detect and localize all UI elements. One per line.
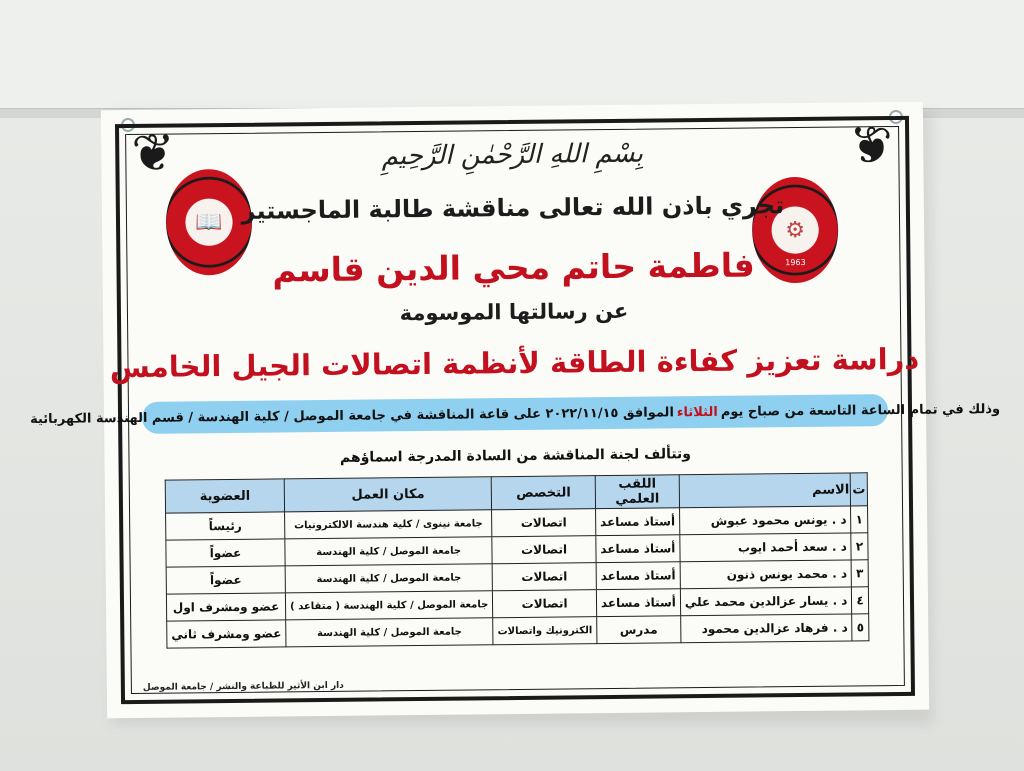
- cell-title: أستاذ مساعد: [596, 562, 680, 590]
- header-no: ت: [851, 473, 868, 506]
- cell-no: ١: [851, 506, 868, 533]
- cell-title: أستاذ مساعد: [595, 508, 679, 536]
- cell-specialty: اتصالات: [492, 536, 596, 564]
- cell-workplace: جامعة الموصل / كلية الهندسة ( متقاعد ): [285, 591, 492, 620]
- schedule-day: الثلاثاء: [676, 404, 718, 420]
- cell-no: ٣: [851, 560, 868, 587]
- schedule-text-end: الموافق ٢٠٢٢/١١/١٥ على قاعة المناقشة في جامعة الموصل / كلية الهندسة / قسم الهندسة الكهربائية: [29, 404, 674, 427]
- cell-title: مدرس: [597, 616, 681, 644]
- cell-specialty: الكترونيك واتصالات: [493, 617, 597, 645]
- student-name: فاطمة حاتم محي الدين قاسم: [272, 245, 755, 290]
- intro-line: تجري باذن الله تعالى مناقشة طالبة الماجستير: [241, 191, 785, 225]
- cell-no: ٥: [852, 614, 869, 641]
- cell-role: عضواً: [166, 566, 285, 594]
- header-specialty: التخصص: [491, 476, 595, 510]
- cell-no: ٤: [852, 587, 869, 614]
- cell-specialty: اتصالات: [493, 590, 597, 618]
- logo-year: 1963: [785, 257, 806, 268]
- ornament-corner-icon: ❦: [130, 123, 176, 185]
- cell-role: عضواً: [166, 539, 285, 567]
- engineering-emblem-icon: ⚙: [785, 217, 806, 243]
- header-workplace: مكان العمل: [284, 477, 492, 512]
- printer-credit: دار ابن الأثير للطباعة والنشر / جامعة الموصل: [142, 680, 344, 693]
- cell-workplace: جامعة الموصل / كلية الهندسة: [285, 564, 492, 593]
- cell-workplace: جامعة نينوى / كلية هندسة الالكترونيات: [285, 510, 492, 539]
- cell-role: رئيساً: [166, 512, 285, 540]
- book-icon: 📖: [195, 209, 223, 235]
- thesis-intro: عن رسالتها الموسومة: [399, 298, 629, 326]
- ornament-corner-icon: ❦: [849, 116, 894, 177]
- cell-workplace: جامعة الموصل / كلية الهندسة: [286, 618, 493, 647]
- cell-name: د . يسار عزالدين محمد علي: [680, 587, 852, 616]
- cell-name: د . فرهاد عزالدين محمود: [681, 614, 853, 643]
- cell-title: أستاذ مساعد: [596, 535, 680, 563]
- cell-role: عضو ومشرف ثاني: [167, 620, 286, 648]
- cell-specialty: اتصالات: [492, 509, 596, 537]
- header-role: العضوية: [165, 479, 284, 513]
- cell-specialty: اتصالات: [492, 563, 596, 591]
- committee-table: [165, 472, 869, 648]
- defense-banner: [29, 102, 1001, 719]
- schedule-text-start: وذلك في تمام الساعة التاسعة من صباح يوم: [720, 401, 1001, 420]
- header-name: الاسم: [679, 473, 851, 508]
- cell-name: د . محمد يونس ذنون: [680, 560, 852, 589]
- header-title: اللقب العلمي: [595, 475, 679, 509]
- cell-no: ٢: [851, 533, 868, 560]
- basmala: بِسْمِ اللهِ الرَّحْمٰنِ الرَّحِيمِ: [381, 138, 644, 172]
- cell-workplace: جامعة الموصل / كلية الهندسة: [285, 537, 492, 566]
- committee-intro: وتتألف لجنة المناقشة من السادة المدرجة اسماؤهم: [339, 446, 692, 466]
- cell-name: د . سعد أحمد ايوب: [680, 533, 852, 562]
- cell-role: عضو ومشرف اول: [166, 593, 285, 621]
- thesis-title: دراسة تعزيز كفاءة الطاقة لأنظمة اتصالات الجيل الخامس: [109, 341, 920, 385]
- wall-upper: [0, 0, 1024, 108]
- cell-title: أستاذ مساعد: [596, 589, 680, 617]
- cell-name: د . يونس محمود عبوش: [679, 506, 851, 535]
